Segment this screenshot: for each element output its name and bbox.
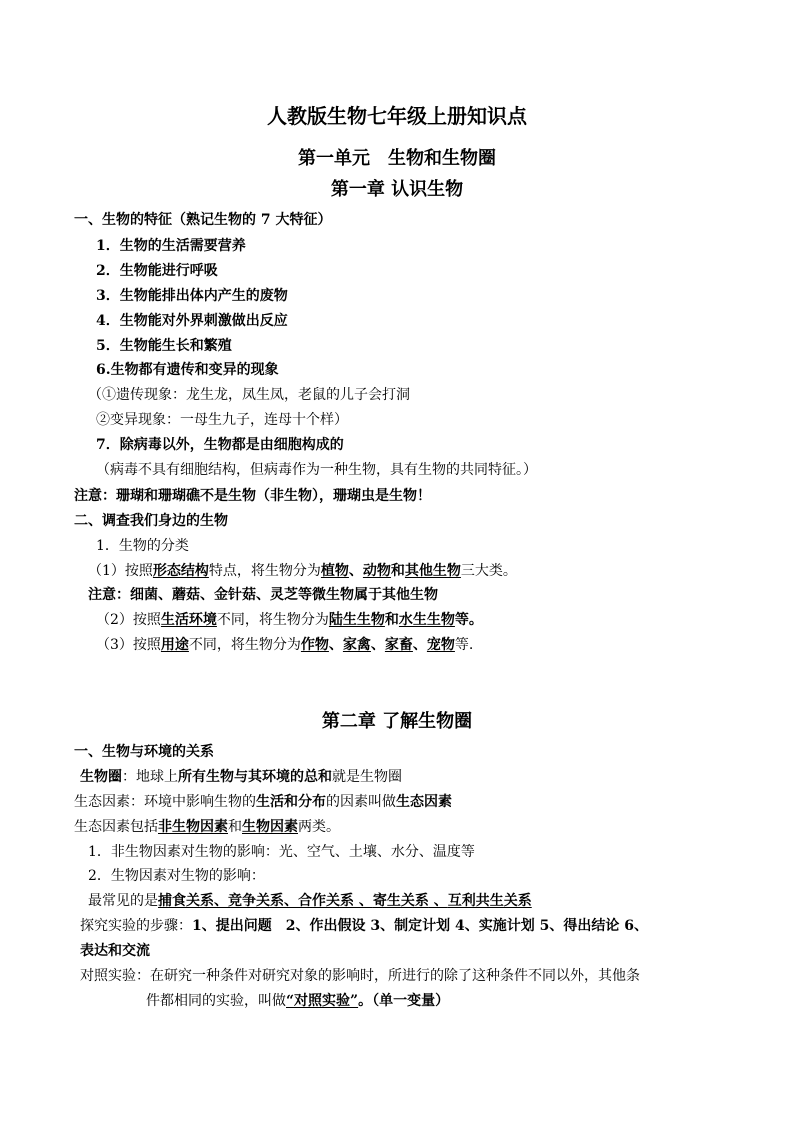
section2-heading: 二、调查我们身边的生物 xyxy=(74,513,228,529)
classify-by-form: （1）按照形态结构特点，将生物分为植物、动物和其他生物三大类。 xyxy=(88,563,517,579)
unit-title: 第一单元 生物和生物圈 xyxy=(298,148,496,169)
microbe-attention: 注意：细菌、蘑菇、金针菇、灵芝等微生物属于其他生物 xyxy=(88,587,438,603)
abiotic-factors: 1．非生物因素对生物的影响：光、空气、土壤、水分、温度等 xyxy=(88,844,475,860)
section1-heading: 一、生物的特征（熟记生物的 7 大特征） xyxy=(74,212,332,228)
trait-3: 3．生物能排出体内产生的废物 xyxy=(96,288,288,304)
chapter1-title: 第一章 认识生物 xyxy=(330,179,464,200)
eco-factor-definition: 生态因素：环境中影响生物的生活和分布的因素叫做生态因素 xyxy=(74,794,452,810)
chapter2-title: 第二章 了解生物圈 xyxy=(321,711,473,732)
trait-4: 4．生物能对外界刺激做出反应 xyxy=(96,313,288,329)
virus-note: （病毒不具有细胞结构，但病毒作为一种生物，具有生物的共同特征。） xyxy=(96,462,537,478)
control-experiment: 对照实验：在研究一种条件对研究对象的影响时，所进行的除了这种条件不同以外，其他条 xyxy=(80,968,640,984)
eco-factor-types: 生态因素包括非生物因素和生物因素两类。 xyxy=(74,819,340,835)
classification-title: 1．生物的分类 xyxy=(96,538,189,554)
variation-note: ②变异现象：一母生九子，连母十个样） xyxy=(96,412,348,428)
inquiry-steps: 探究实验的步骤：1、提出问题 2、作出假设 3、制定计划 4、实施计划 5、得出结论 6、 xyxy=(80,918,648,934)
trait-1: 1．生物的生活需要营养 xyxy=(96,238,246,254)
trait-5: 5．生物能生长和繁殖 xyxy=(96,338,232,354)
doc-title: 人教版生物七年级上册知识点 xyxy=(267,104,527,128)
coral-attention: 注意：珊瑚和珊瑚礁不是生物（非生物），珊瑚虫是生物！ xyxy=(74,488,431,504)
classify-by-habitat: （2）按照生活环境不同，将生物分为陆生生物和水生生物等。 xyxy=(96,612,483,628)
trait-7: 7．除病毒以外，生物都是由细胞构成的 xyxy=(96,437,344,453)
trait-2: 2．生物能进行呼吸 xyxy=(96,263,218,279)
common-relations: 最常见的是捕食关系、竞争关系、合作关系 、寄生关系 、互利共生关系 xyxy=(88,893,532,909)
inquiry-steps-cont: 表达和交流 xyxy=(80,943,150,959)
biosphere-definition: 生物圈：地球上所有生物与其环境的总和就是生物圈 xyxy=(80,769,402,785)
chapter2-section1-heading: 一、生物与环境的关系 xyxy=(74,744,214,760)
trait-6: 6.生物都有遗传和变异的现象 xyxy=(96,362,279,378)
control-experiment-cont: 件都相同的实验，叫做“对照实验”。（单一变量） xyxy=(146,993,450,1009)
heredity-note: （①遗传现象：龙生龙，凤生凤，老鼠的儿子会打洞 xyxy=(88,387,410,403)
biotic-factors: 2．生物因素对生物的影响： xyxy=(88,868,265,884)
classify-by-use: （3）按照用途不同，将生物分为作物、家禽、家畜、宠物等. xyxy=(96,637,474,653)
